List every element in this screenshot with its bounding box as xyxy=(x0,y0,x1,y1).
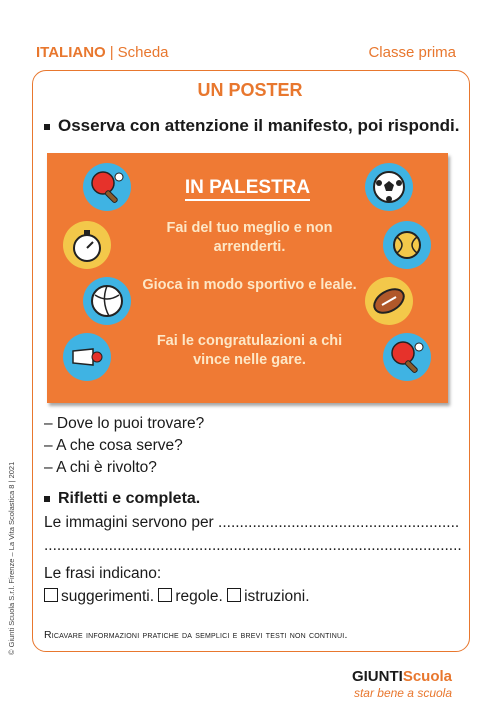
frasi-label: Le frasi indicano: xyxy=(44,565,162,582)
reflect-title-text: Rifletti e completa. xyxy=(58,490,201,507)
header-separator: | xyxy=(109,44,114,61)
instruction xyxy=(44,116,459,136)
poster-line-2: Gioca in modo sportivo e leale. xyxy=(142,277,357,293)
option-suggerimenti: suggerimenti. xyxy=(61,588,155,605)
rugby-ball-icon xyxy=(365,277,413,325)
poster-title-text: IN PALESTRA xyxy=(185,177,310,201)
checkbox-suggerimenti[interactable] xyxy=(44,588,58,602)
subject-label: ITALIANO xyxy=(36,44,106,61)
sheet-type-label: Scheda xyxy=(117,44,169,61)
options-row xyxy=(44,588,310,606)
brand-name-2: Scuola xyxy=(402,668,452,685)
checkbox-regole[interactable] xyxy=(158,588,172,602)
fill-line-2[interactable]: ................................................................................................. xyxy=(44,537,462,554)
volleyball-icon xyxy=(83,277,131,325)
poster-line-3: Fai le congratulazioni a chi vince nelle gare. xyxy=(156,333,343,368)
soccer-ball-icon xyxy=(365,163,413,211)
instruction-text: Osserva con attenzione il manifesto, poi rispondi. xyxy=(58,116,460,135)
bullet-icon xyxy=(44,496,50,502)
learning-objective: Ricavare informazioni pratiche da semplici e brevi testi non continui. xyxy=(44,629,348,641)
question-1: – Dove lo puoi trovare? xyxy=(44,415,205,432)
poster xyxy=(47,153,448,403)
checkbox-istruzioni[interactable] xyxy=(227,588,241,602)
poster-line-1: Fai del tuo meglio e non arrenderti. xyxy=(166,220,333,255)
tennis-ball-icon xyxy=(383,221,431,269)
option-istruzioni: istruzioni. xyxy=(244,588,310,605)
brand-tagline: star bene a scuola xyxy=(353,686,452,700)
shuttlecock-icon xyxy=(63,333,111,381)
option-regole: regole. xyxy=(175,588,223,605)
copyright-note: © Giunti Scuola S.r.l. Firenze – La Vita Scolastica 8 | 2021 xyxy=(7,461,16,655)
grade-label: Classe prima xyxy=(368,44,456,61)
page-title: UN POSTER xyxy=(197,80,303,100)
fill-line-1[interactable]: Le immagini servono per ........................................................ xyxy=(44,514,460,531)
ping-pong-icon xyxy=(83,163,131,211)
question-3: – A chi è rivolto? xyxy=(44,459,157,476)
bullet-icon xyxy=(44,124,50,130)
stopwatch-icon xyxy=(63,221,111,269)
brand-name-1: GIUNTI xyxy=(351,668,403,685)
reflect-title xyxy=(44,490,200,508)
header-left xyxy=(36,44,169,61)
question-2: – A che cosa serve? xyxy=(44,437,183,454)
ping-pong-icon xyxy=(383,333,431,381)
brand-logo xyxy=(352,668,452,685)
